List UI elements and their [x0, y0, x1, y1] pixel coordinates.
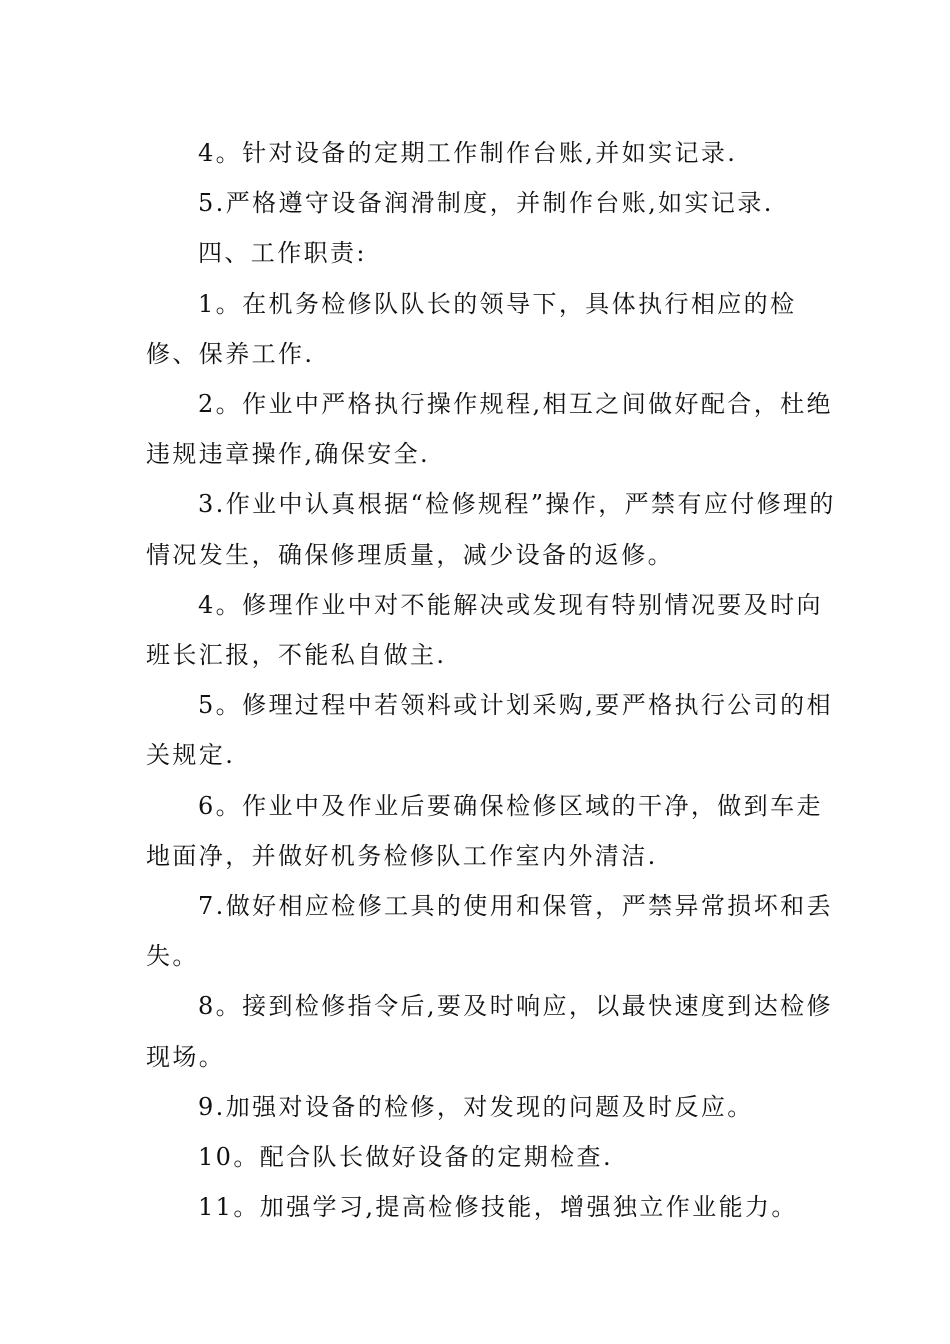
duty-item-9: 9.加强对设备的检修，对发现的问题及时反应。	[198, 1092, 754, 1121]
duty-item-4: 4。修理作业中对不能解决或发现有特别情况要及时向班长汇报，不能私自做主.	[146, 590, 823, 670]
duty-item-7: 7.做好相应检修工具的使用和保管，严禁异常损坏和丢失。	[146, 892, 833, 971]
duty-item-1: 1。在机务检修队队长的领导下，具体执行相应的检修、保养工作.	[146, 289, 797, 368]
duty-item-3: 3.作业中认真根据“检修规程”操作，严禁有应付修理的情况发生，确保修理质量，减少设备的返修。	[146, 490, 836, 569]
paragraph-item-4-ledger: 4。针对设备的定期工作制作台账,并如实记录.	[198, 139, 738, 167]
duty-item-10: 10。配合队长做好设备的定期检查.	[198, 1143, 613, 1172]
duty-item-5: 5。修理过程中若领料或计划采购,要严格执行公司的相关规定.	[146, 691, 833, 770]
section-heading-duties: 四、工作职责:	[198, 239, 367, 268]
duty-item-8: 8。接到检修指令后,要及时响应，以最快速度到达检修现场。	[146, 992, 833, 1071]
duty-item-11: 11。加强学习,提高检修技能，增强独立作业能力。	[198, 1193, 798, 1222]
document-body	[146, 128, 836, 1232]
duty-item-2: 2。作业中严格执行操作规程,相互之间做好配合，杜绝违规违章操作,确保安全.	[146, 390, 833, 469]
duty-item-6: 6。作业中及作业后要确保检修区域的干净，做到车走地面净，并做好机务检修队工作室内外清洁.	[146, 791, 823, 870]
paragraph-item-5-lubrication: 5.严格遵守设备润滑制度，并制作台账,如实记录.	[198, 189, 774, 218]
